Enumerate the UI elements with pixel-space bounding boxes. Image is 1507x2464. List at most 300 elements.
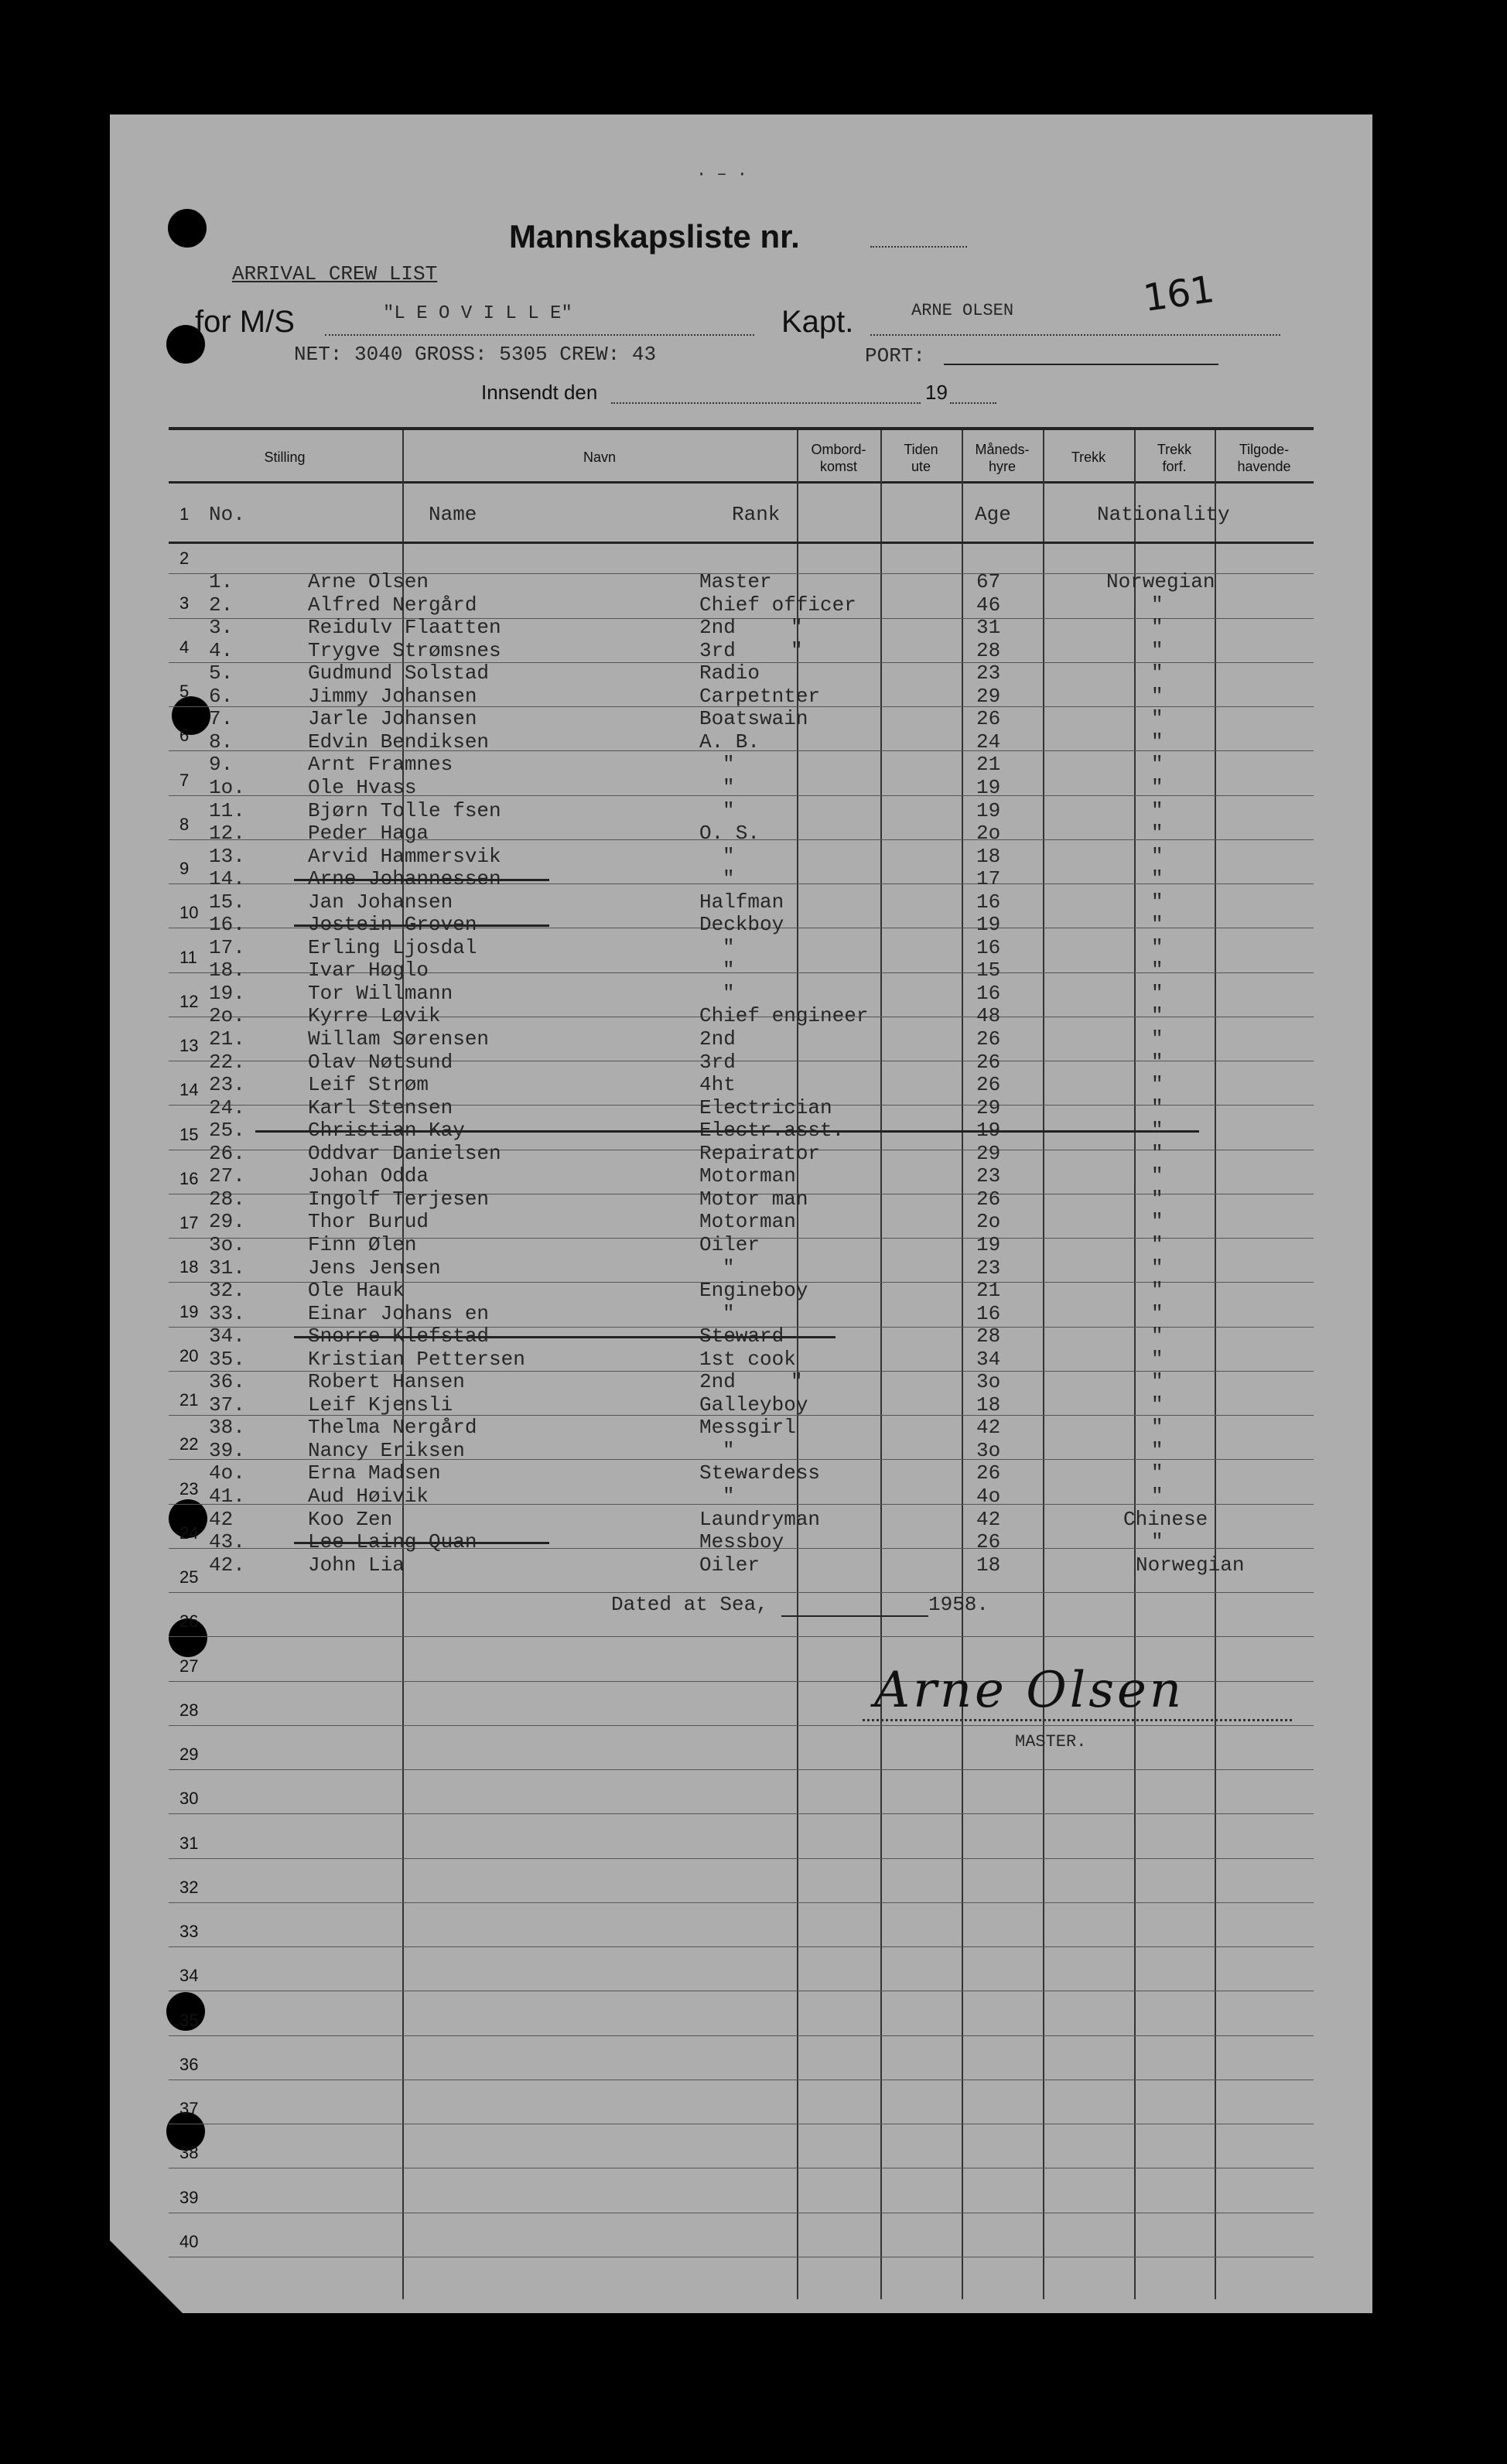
crew-name: Erling Ljosdal xyxy=(308,935,477,959)
crew-rank: Chief engineer xyxy=(699,1004,869,1028)
crew-nationality: " xyxy=(1151,1119,1164,1143)
crew-nationality: " xyxy=(1151,1095,1164,1119)
crew-age: 21 xyxy=(976,753,1001,777)
line-number: 6 xyxy=(179,726,190,746)
crew-name: Erna Madsen xyxy=(308,1461,441,1485)
innsendt-line xyxy=(611,402,921,404)
crew-rank: Halfman xyxy=(699,890,784,914)
crew-nationality: " xyxy=(1151,1485,1164,1508)
line-number: 7 xyxy=(179,770,190,790)
crew-rank: Deckboy xyxy=(699,913,784,937)
punch-hole xyxy=(172,696,210,735)
date-line xyxy=(781,1615,928,1617)
crew-nationality: " xyxy=(1151,913,1164,937)
form-row-line xyxy=(169,2035,1314,2036)
crew-no: 41. xyxy=(209,1485,245,1508)
crew-no: 1. xyxy=(209,570,234,593)
crew-nationality: " xyxy=(1151,844,1164,868)
crew-rank: " xyxy=(723,844,735,868)
crew-name: Jens Jensen xyxy=(308,1256,441,1280)
crew-nationality: " xyxy=(1151,1050,1164,1074)
crew-no: 23. xyxy=(209,1073,245,1097)
crew-name: John Lia xyxy=(308,1553,405,1577)
crew-rank: " xyxy=(723,981,735,1005)
crew-no: 2o. xyxy=(209,1004,245,1028)
crew-age: 18 xyxy=(976,844,1001,868)
line-number: 19 xyxy=(179,1301,199,1321)
line-number: 35 xyxy=(179,2010,199,2030)
crew-no: 26. xyxy=(209,1141,245,1165)
line-number: 10 xyxy=(179,903,199,923)
line-number: 9 xyxy=(179,859,190,878)
crew-name: Willam Sørensen xyxy=(308,1027,490,1051)
crew-age: 2o xyxy=(976,822,1001,846)
crew-nationality: " xyxy=(1151,1187,1164,1211)
crew-age: 26 xyxy=(976,1050,1001,1074)
crew-name: Christian Kay xyxy=(308,1119,465,1143)
typed-header-name: Name xyxy=(429,503,477,526)
crew-nationality: " xyxy=(1151,1004,1164,1028)
crew-nationality: " xyxy=(1151,1438,1164,1462)
col-header-ombord: Ombord- komst xyxy=(811,442,866,474)
crew-name: Oddvar Danielsen xyxy=(308,1141,501,1165)
crew-no: 24. xyxy=(209,1095,245,1119)
crew-rank: 2nd xyxy=(699,1027,736,1051)
crew-name: Olav Nøtsund xyxy=(308,1050,453,1074)
crew-age: 19 xyxy=(976,1232,1001,1256)
crew-name: Edvin Bendiksen xyxy=(308,730,490,754)
col-header-stilling: Stilling xyxy=(264,449,306,465)
crew-rank: Radio xyxy=(699,661,760,685)
crew-name: Snorre Klefstad xyxy=(308,1324,490,1348)
crew-rank: A. B. xyxy=(699,730,760,754)
crew-nationality: " xyxy=(1151,935,1164,959)
crew-no: 43. xyxy=(209,1530,245,1554)
crew-no: 14. xyxy=(209,867,245,891)
form-row-line xyxy=(169,1902,1314,1903)
crew-rank: Master xyxy=(699,570,772,593)
crew-age: 23 xyxy=(976,661,1001,685)
crew-age: 29 xyxy=(976,1141,1001,1165)
crew-nationality: " xyxy=(1151,1347,1164,1371)
crew-nationality: " xyxy=(1151,616,1164,640)
form-row-line xyxy=(169,1636,1314,1637)
crew-nationality: " xyxy=(1151,1073,1164,1097)
crew-nationality: " xyxy=(1151,1141,1164,1165)
crew-name: Arne Johannessen xyxy=(308,867,501,891)
crew-rank: " xyxy=(723,1301,735,1325)
column-divider xyxy=(962,430,963,2299)
col-header-tiden: Tiden ute xyxy=(904,442,938,474)
crew-nationality: " xyxy=(1151,1301,1164,1325)
line-number: 1 xyxy=(179,504,190,524)
year-line xyxy=(950,402,996,404)
line-number: 22 xyxy=(179,1434,199,1454)
crew-age: 18 xyxy=(976,1393,1001,1417)
dated-year: 1958. xyxy=(928,1593,989,1616)
col-header-trekk: Trekk xyxy=(1071,449,1106,465)
crew-age: 28 xyxy=(976,638,1001,662)
top-mark: · – · xyxy=(696,165,748,184)
crew-nationality: " xyxy=(1151,867,1164,891)
form-row-line xyxy=(169,1858,1314,1859)
crew-age: 19 xyxy=(976,798,1001,822)
crew-name: Alfred Nergård xyxy=(308,593,477,617)
crew-age: 31 xyxy=(976,616,1001,640)
crew-name: Kristian Pettersen xyxy=(308,1347,525,1371)
crew-name: Kyrre Løvik xyxy=(308,1004,441,1028)
strike-through xyxy=(294,879,549,881)
crew-rank: " xyxy=(723,1256,735,1280)
crew-name: Johan Odda xyxy=(308,1164,429,1188)
crew-rank: 2nd xyxy=(699,616,736,640)
crew-nationality: " xyxy=(1151,684,1164,708)
crew-no: 3. xyxy=(209,616,234,640)
line-number: 27 xyxy=(179,1656,199,1676)
crew-age: 18 xyxy=(976,1553,1001,1577)
crew-age: 29 xyxy=(976,684,1001,708)
crew-rank: Motorman xyxy=(699,1164,796,1188)
crew-name: Bjørn Tolle fsen xyxy=(308,798,501,822)
crew-no: 5. xyxy=(209,661,234,685)
line-number: 24 xyxy=(179,1522,199,1543)
col-header-navn: Navn xyxy=(583,449,617,465)
crew-rank: Repairator xyxy=(699,1141,821,1165)
form-row-line xyxy=(169,1769,1314,1770)
crew-rank: O. S. xyxy=(699,822,760,846)
column-divider xyxy=(1043,430,1044,2299)
crew-no: 3o. xyxy=(209,1232,245,1256)
crew-age: 19 xyxy=(976,913,1001,937)
captain-line xyxy=(870,334,1280,336)
crew-age: 26 xyxy=(976,1073,1001,1097)
crew-nationality: " xyxy=(1151,1232,1164,1256)
crew-nationality: " xyxy=(1151,775,1164,799)
crew-rank: 3rd xyxy=(699,1050,736,1074)
crew-age: 42 xyxy=(976,1416,1001,1440)
crew-rank: Boatswain xyxy=(699,707,808,731)
crew-nationality: " xyxy=(1151,1324,1164,1348)
crew-age: 29 xyxy=(976,1095,1001,1119)
crew-age: 16 xyxy=(976,981,1001,1005)
crew-age: 26 xyxy=(976,707,1001,731)
crew-rank: Stewardess xyxy=(699,1461,821,1485)
crew-name: Reidulv Flaatten xyxy=(308,616,501,640)
col-header-maaneds: Måneds- hyre xyxy=(975,442,1030,474)
line-number: 21 xyxy=(179,1390,199,1410)
typed-header-rank: Rank xyxy=(732,503,781,526)
crew-rank: Electrician xyxy=(699,1095,832,1119)
crew-age: 16 xyxy=(976,935,1001,959)
crew-name: Arnt Framnes xyxy=(308,753,453,777)
col-header-trekk-forf: Trekk forf. xyxy=(1157,442,1192,474)
line-number: 31 xyxy=(179,1833,199,1853)
year-prefix: 19 xyxy=(925,381,948,404)
crew-nationality: " xyxy=(1151,1210,1164,1234)
line-number: 11 xyxy=(179,947,197,967)
line-number: 18 xyxy=(179,1257,199,1277)
title-number-line xyxy=(870,246,967,248)
line-number: 34 xyxy=(179,1966,199,1986)
crew-no: 4o. xyxy=(209,1461,245,1485)
crew-ditto-mark: " xyxy=(791,616,803,640)
crew-age: 19 xyxy=(976,1119,1001,1143)
crew-no: 29. xyxy=(209,1210,245,1234)
crew-rank: " xyxy=(723,1485,735,1508)
line-number: 4 xyxy=(179,637,190,657)
crew-no: 25. xyxy=(209,1119,245,1143)
ship-name: "L E O V I L L E" xyxy=(383,303,572,324)
crew-no: 19. xyxy=(209,981,245,1005)
crew-nationality: Chinese xyxy=(1123,1507,1208,1531)
crew-nationality: " xyxy=(1151,822,1164,846)
line-number: 20 xyxy=(179,1345,199,1365)
crew-age: 26 xyxy=(976,1027,1001,1051)
crew-name: Thor Burud xyxy=(308,1210,429,1234)
crew-age: 34 xyxy=(976,1347,1001,1371)
crew-rank: Engineboy xyxy=(699,1279,808,1303)
handwritten-list-number: 161 xyxy=(1140,267,1218,321)
crew-age: 26 xyxy=(976,1461,1001,1485)
crew-age: 4o xyxy=(976,1485,1001,1508)
line-number: 36 xyxy=(179,2054,199,2074)
crew-age: 17 xyxy=(976,867,1001,891)
crew-nationality: " xyxy=(1151,638,1164,662)
form-title: Mannskapsliste nr. xyxy=(509,218,800,255)
crew-rank: Motorman xyxy=(699,1210,796,1234)
crew-rank: Messgirl xyxy=(699,1416,796,1440)
crew-nationality: " xyxy=(1151,707,1164,731)
col-header-tilgode: Tilgode- havende xyxy=(1237,442,1291,474)
crew-age: 3o xyxy=(976,1370,1001,1394)
column-divider xyxy=(1215,430,1216,2299)
crew-nationality: " xyxy=(1151,753,1164,777)
crew-no: 18. xyxy=(209,959,245,983)
crew-ditto-mark: " xyxy=(791,638,803,662)
crew-rank: 1st cook xyxy=(699,1347,796,1371)
line-number: 33 xyxy=(179,1922,199,1941)
crew-no: 22. xyxy=(209,1050,245,1074)
crew-age: 15 xyxy=(976,959,1001,983)
crew-name: Einar Johans en xyxy=(308,1301,490,1325)
crew-ditto-mark: " xyxy=(791,1370,803,1394)
crew-name: Arvid Hammersvik xyxy=(308,844,501,868)
tonnage: NET: 3040 GROSS: 5305 CREW: 43 xyxy=(294,343,657,366)
crew-no: 33. xyxy=(209,1301,245,1325)
crew-name: Ingolf Terjesen xyxy=(308,1187,490,1211)
crew-no: 42. xyxy=(209,1553,245,1577)
crew-name: Peder Haga xyxy=(308,822,429,846)
crew-no: 13. xyxy=(209,844,245,868)
crew-nationality: " xyxy=(1151,730,1164,754)
line-number: 32 xyxy=(179,1877,199,1897)
crew-no: 6. xyxy=(209,684,234,708)
port-label: PORT: xyxy=(865,344,926,367)
crew-age: 16 xyxy=(976,890,1001,914)
strike-through xyxy=(294,1336,836,1338)
line-number: 39 xyxy=(179,2187,199,2207)
crew-nationality: Norwegian xyxy=(1136,1553,1245,1577)
column-divider xyxy=(880,430,882,2299)
line-number: 38 xyxy=(179,2143,199,2163)
crew-nationality: " xyxy=(1151,959,1164,983)
crew-no: 11. xyxy=(209,798,245,822)
crew-age: 42 xyxy=(976,1507,1001,1531)
line-number: 3 xyxy=(179,593,190,613)
crew-nationality: " xyxy=(1151,798,1164,822)
ship-name-line xyxy=(325,334,754,336)
line-number: 23 xyxy=(179,1478,199,1499)
crew-no: 34. xyxy=(209,1324,245,1348)
crew-nationality: " xyxy=(1151,593,1164,617)
crew-no: 35. xyxy=(209,1347,245,1371)
crew-nationality: " xyxy=(1151,981,1164,1005)
form-row-line xyxy=(169,1725,1314,1726)
strike-through xyxy=(294,924,549,927)
crew-rank: " xyxy=(723,959,735,983)
crew-name: Koo Zen xyxy=(308,1507,393,1531)
crew-name: Robert Hansen xyxy=(308,1370,465,1394)
crew-no: 32. xyxy=(209,1279,245,1303)
crew-nationality: " xyxy=(1151,1530,1164,1554)
crew-age: 2o xyxy=(976,1210,1001,1234)
crew-no: 16. xyxy=(209,913,245,937)
signature-line xyxy=(863,1719,1292,1721)
crew-no: 38. xyxy=(209,1416,245,1440)
strike-through xyxy=(255,1130,1199,1133)
crew-no: 2. xyxy=(209,593,234,617)
crew-nationality: " xyxy=(1151,1256,1164,1280)
crew-nationality: " xyxy=(1151,1279,1164,1303)
crew-age: 23 xyxy=(976,1256,1001,1280)
captain-name: ARNE OLSEN xyxy=(911,301,1014,320)
crew-name: Ivar Høglo xyxy=(308,959,429,983)
port-line xyxy=(944,364,1218,365)
typed-header-no: No. xyxy=(209,503,245,526)
kapt-label: Kapt. xyxy=(781,305,854,339)
crew-rank: 4ht xyxy=(699,1073,736,1097)
line-number: 16 xyxy=(179,1168,199,1188)
crew-no: 31. xyxy=(209,1256,245,1280)
crew-rank: " xyxy=(723,798,735,822)
crew-name: Leif Kjensli xyxy=(308,1393,453,1417)
crew-name: Jostein Groven xyxy=(308,913,477,937)
line-number: 8 xyxy=(179,814,190,834)
crew-rank: Galleyboy xyxy=(699,1393,808,1417)
crew-name: Ole Hvass xyxy=(308,775,417,799)
crew-rank: Motor man xyxy=(699,1187,808,1211)
crew-nationality: " xyxy=(1151,1370,1164,1394)
crew-no: 4. xyxy=(209,638,234,662)
crew-no: 15. xyxy=(209,890,245,914)
crew-name: Jarle Johansen xyxy=(308,707,477,731)
line-number: 37 xyxy=(179,2099,199,2118)
crew-nationality: Norwegian xyxy=(1106,570,1215,593)
crew-nationality: " xyxy=(1151,1393,1164,1417)
crew-no: 7. xyxy=(209,707,234,731)
crew-no: 17. xyxy=(209,935,245,959)
crew-rank: Carpetnter xyxy=(699,684,821,708)
crew-rank: " xyxy=(723,753,735,777)
column-divider xyxy=(1134,430,1136,2299)
crew-age: 28 xyxy=(976,1324,1001,1348)
crew-rank: Electr.asst. xyxy=(699,1119,845,1143)
crew-rank: Oiler xyxy=(699,1232,760,1256)
crew-rank: 2nd xyxy=(699,1370,736,1394)
list-type: ARRIVAL CREW LIST xyxy=(232,262,438,285)
crew-name: Nancy Eriksen xyxy=(308,1438,465,1462)
crew-name: Gudmund Solstad xyxy=(308,661,490,685)
line-number: 30 xyxy=(179,1789,199,1809)
crew-name: Arne Olsen xyxy=(308,570,429,593)
crew-age: 16 xyxy=(976,1301,1001,1325)
crew-age: 23 xyxy=(976,1164,1001,1188)
punch-hole xyxy=(168,209,207,248)
crew-nationality: " xyxy=(1151,890,1164,914)
line-number: 2 xyxy=(179,549,190,569)
crew-rank: " xyxy=(723,867,735,891)
crew-rank: Steward xyxy=(699,1324,784,1348)
innsendt-label: Innsendt den xyxy=(481,381,598,404)
table-top-rule xyxy=(169,427,1314,430)
crew-no: 28. xyxy=(209,1187,245,1211)
crew-no: 8. xyxy=(209,730,234,754)
form-row-line xyxy=(169,1946,1314,1947)
form-row-line xyxy=(169,1813,1314,1814)
crew-age: 26 xyxy=(976,1530,1001,1554)
crew-no: 42 xyxy=(209,1507,234,1531)
crew-name: Lee Laing Quan xyxy=(308,1530,477,1554)
crew-rank: Chief officer xyxy=(699,593,856,617)
line-number: 26 xyxy=(179,1611,199,1632)
crew-age: 24 xyxy=(976,730,1001,754)
crew-name: Trygve Strømsnes xyxy=(308,638,501,662)
strike-through xyxy=(294,1542,549,1544)
crew-name: Jan Johansen xyxy=(308,890,453,914)
crew-age: 19 xyxy=(976,775,1001,799)
line-number: 15 xyxy=(179,1124,199,1144)
crew-nationality: " xyxy=(1151,1164,1164,1188)
typed-header-rule xyxy=(169,542,1314,544)
crew-no: 1o. xyxy=(209,775,245,799)
crew-age: 48 xyxy=(976,1004,1001,1028)
line-number: 29 xyxy=(179,1745,199,1764)
crew-age: 3o xyxy=(976,1438,1001,1462)
crew-name: Karl Stensen xyxy=(308,1095,453,1119)
line-number: 40 xyxy=(179,2231,199,2251)
crew-rank: " xyxy=(723,1438,735,1462)
crew-rank: 3rd xyxy=(699,638,736,662)
crew-age: 46 xyxy=(976,593,1001,617)
crew-rank: Oiler xyxy=(699,1553,760,1577)
crew-age: 26 xyxy=(976,1187,1001,1211)
for-ms-label: for M/S xyxy=(195,305,295,339)
crew-name: Thelma Nergård xyxy=(308,1416,477,1440)
crew-name: Jimmy Johansen xyxy=(308,684,477,708)
crew-no: 39. xyxy=(209,1438,245,1462)
master-signature: Arne Olsen xyxy=(874,1662,1185,1719)
line-number: 13 xyxy=(179,1036,199,1055)
crew-name: Aud Høivik xyxy=(308,1485,429,1508)
typed-header-age: Age xyxy=(975,503,1011,526)
crew-name: Finn Ølen xyxy=(308,1232,417,1256)
master-label: MASTER. xyxy=(1015,1732,1087,1751)
line-number: 28 xyxy=(179,1700,199,1720)
dated-label: Dated at Sea, xyxy=(611,1593,768,1616)
crew-age: 21 xyxy=(976,1279,1001,1303)
crew-nationality: " xyxy=(1151,1027,1164,1051)
crew-no: 12. xyxy=(209,822,245,846)
